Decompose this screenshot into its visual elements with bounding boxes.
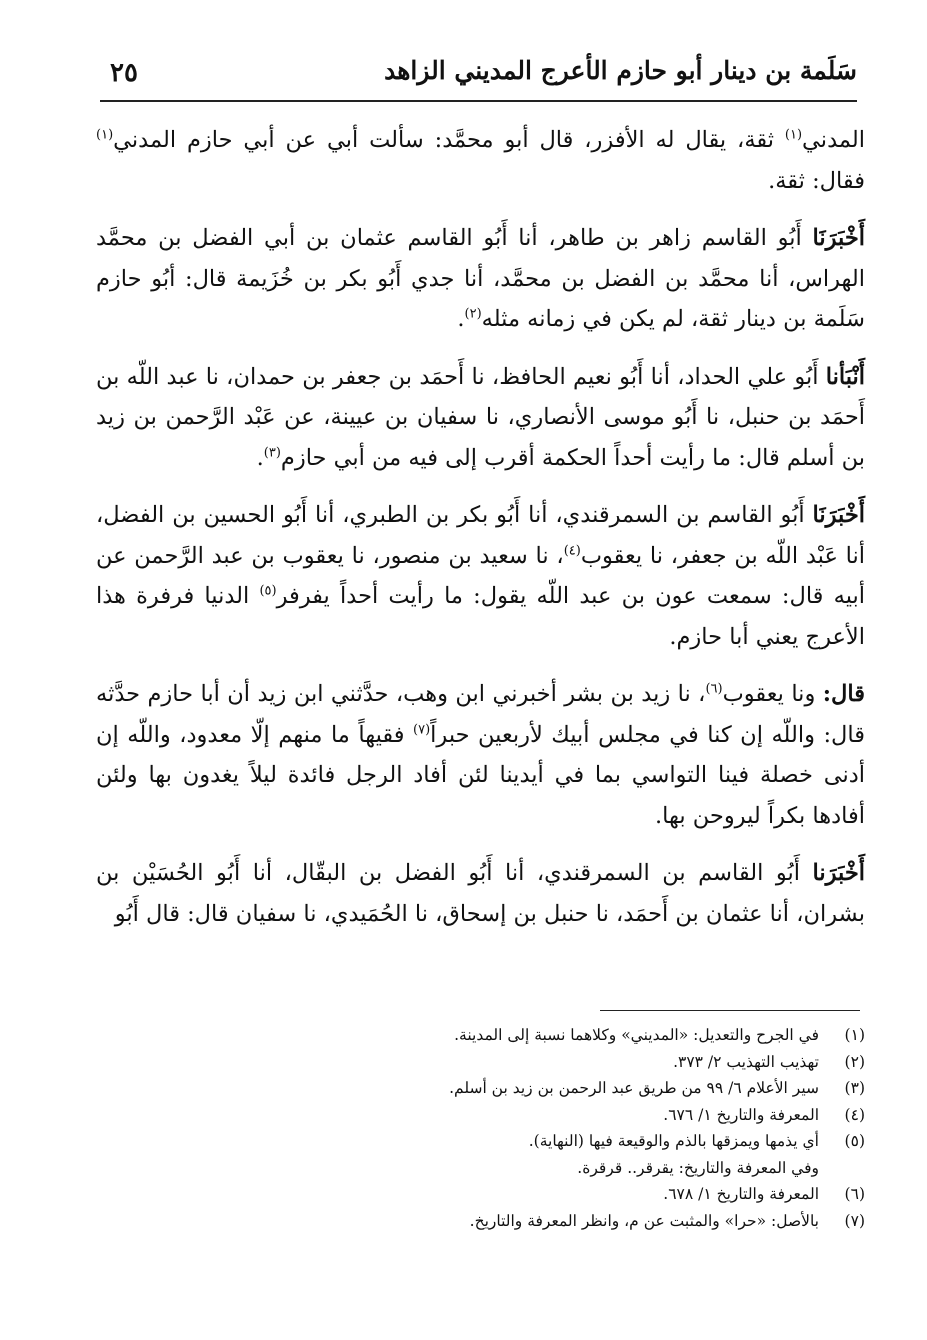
footnote-number: (٥) <box>844 1132 865 1150</box>
footnote-text: أي يذمها ويمزقها بالذم والوقيعة فيها (النهاية). <box>528 1132 819 1150</box>
paragraph <box>96 357 865 479</box>
text-run: . <box>256 444 264 471</box>
footnotes <box>96 1022 865 1234</box>
footnote-number: (٧) <box>844 1211 865 1230</box>
footnote-separator <box>600 1010 860 1011</box>
text-run: فقيهاً ما منهم إلّا معدود، واللّه إن أدنى خصلة فينا التواسي بما في أيدينا لئن أفاد الرجل فائدة ليلاً يغدون بها ولئن أفادها بكراً ليروحن بها. <box>96 721 865 829</box>
paragraph <box>96 218 865 340</box>
isnad-lead: أَخْبَرَنَا <box>812 225 865 251</box>
isnad-lead: أَخْبَرَنَا <box>812 502 865 528</box>
footnote-text: بالأصل: «حرا» والمثبت عن م، وانظر المعرفة والتاريخ. <box>469 1211 819 1230</box>
text-run: أَبُو القاسم زاهر بن طاهر، أنا أَبُو القاسم عثمان بن أبي الفضل بن محمَّد الهراس، أنا محمَّد بن الفضل بن محمَّد، أنا جدي أَبُو بكر بن خُزَيمة قال: أبُو حازم سَلَمة بن دينار ثقة، لم يكن في زمانه مثله <box>96 225 865 332</box>
footnote-continuation: وفي المعرفة والتاريخ: يقرقر.. قرقرة. <box>577 1158 819 1177</box>
text-run: الدنيا فرفرة هذا الأعرج يعني أبا حازم. <box>96 583 865 650</box>
footnote-ref: (٥) <box>259 583 277 599</box>
footnote-number: (٢) <box>844 1052 865 1071</box>
footnote-ref: (٣) <box>263 445 281 460</box>
footnote-ref: (٤) <box>563 543 581 558</box>
isnad-lead: قال: <box>822 681 866 707</box>
text-run: أَبُو علي الحداد، أنا أَبُو نعيم الحافظ، نا أَحمَد بن جعفر بن حمدان، نا عبد اللّه بن أَحمَد بن حنبل، نا أَبُو موسى الأنصاري، نا سفيان بن عيينة، عن عَبْد الرَّحمن بن زيد بن أسلم قال: ما رأيت أحداً الحكمة أقرب إلى فيه من أبي حازم <box>96 363 865 471</box>
text-run: ، نا زيد بن بشر أخبرني ابن وهب، حدَّثني ابن زيد أن أبا حازم حدَّثه قال: واللّه إن كنا في مجلس أبيك لأربعين حبراً <box>96 681 865 748</box>
text-run: أَبُو القاسم بن السمرقندي، أنا أَبُو بكر بن الطبري، أنا أَبُو الحسين بن الفضل، أنا عَبْد اللّه بن جعفر، نا يعقوب <box>96 502 865 569</box>
text-run: ثقة، يقال له الأفزر، قال أبو محمَّد: سألت أبي عن أبي حازم المدني <box>113 127 785 153</box>
footnote-number: (٦) <box>844 1185 865 1203</box>
footnote-ref: (٧) <box>413 722 431 737</box>
text-run: . <box>457 306 465 332</box>
footnote <box>96 1128 865 1155</box>
footnote-text: في الجرح والتعديل: «المديني» وكلاهما نسبة إلى المدينة. <box>454 1026 819 1044</box>
footnote <box>96 1102 865 1129</box>
paragraph <box>96 853 865 934</box>
footnote <box>96 1022 865 1049</box>
footnote-ref: (١) <box>784 127 803 143</box>
page-header <box>100 40 857 102</box>
main-text <box>96 120 865 951</box>
text-run: أَبُو القاسم بن السمرقندي، أنا أَبُو الفضل بن البقّال، أنا أَبُو الحُسَيْن بن بشران، أنا عثمان بن أَحمَد، نا حنبل بن إسحاق، نا الحُمَيدي، نا سفيان قال: قال أَبُو <box>96 860 865 927</box>
text-run: ونا يعقوب <box>722 681 823 707</box>
paragraph <box>96 674 865 836</box>
text-run: ، نا سعيد بن منصور، نا يعقوب بن عبد الرَّحمن عن أبيه قال: سمعت عون بن عبد اللّه يقول: ما رأيت أحداً يفرفر <box>96 542 865 609</box>
footnote-ref: (٢) <box>464 306 482 322</box>
footnote <box>96 1075 865 1102</box>
isnad-lead: أَنْبَأنا <box>825 363 865 390</box>
footnote-number: (٤) <box>844 1105 865 1124</box>
paragraph <box>96 120 865 201</box>
paragraph <box>96 495 865 657</box>
page-number: ٢٥ <box>110 58 138 88</box>
footnote-ref: (١) <box>96 127 114 143</box>
footnote-text: المعرفة والتاريخ ١/ ٦٧٦. <box>663 1105 819 1124</box>
footnote-number: (١) <box>844 1026 865 1044</box>
running-title: سَلَمة بن دينار أبو حازم الأعرج المديني الزاهد <box>384 56 857 85</box>
footnote-text: المعرفة والتاريخ ١/ ٦٧٨. <box>663 1185 819 1203</box>
footnote <box>96 1181 865 1208</box>
footnote-ref: (٦) <box>705 681 723 697</box>
text-run: فقال: ثقة. <box>768 167 865 194</box>
footnote <box>96 1049 865 1076</box>
footnote-number: (٣) <box>844 1079 865 1097</box>
footnote-text: سير الأعلام ٦/ ٩٩ من طريق عبد الرحمن بن زيد بن أسلم. <box>449 1079 819 1097</box>
footnote <box>96 1208 865 1235</box>
footnote-text: تهذيب التهذيب ٢/ ٣٧٣. <box>673 1052 819 1071</box>
isnad-lead: أَخْبَرَنا <box>812 860 865 886</box>
text-run: المدني <box>802 127 865 153</box>
